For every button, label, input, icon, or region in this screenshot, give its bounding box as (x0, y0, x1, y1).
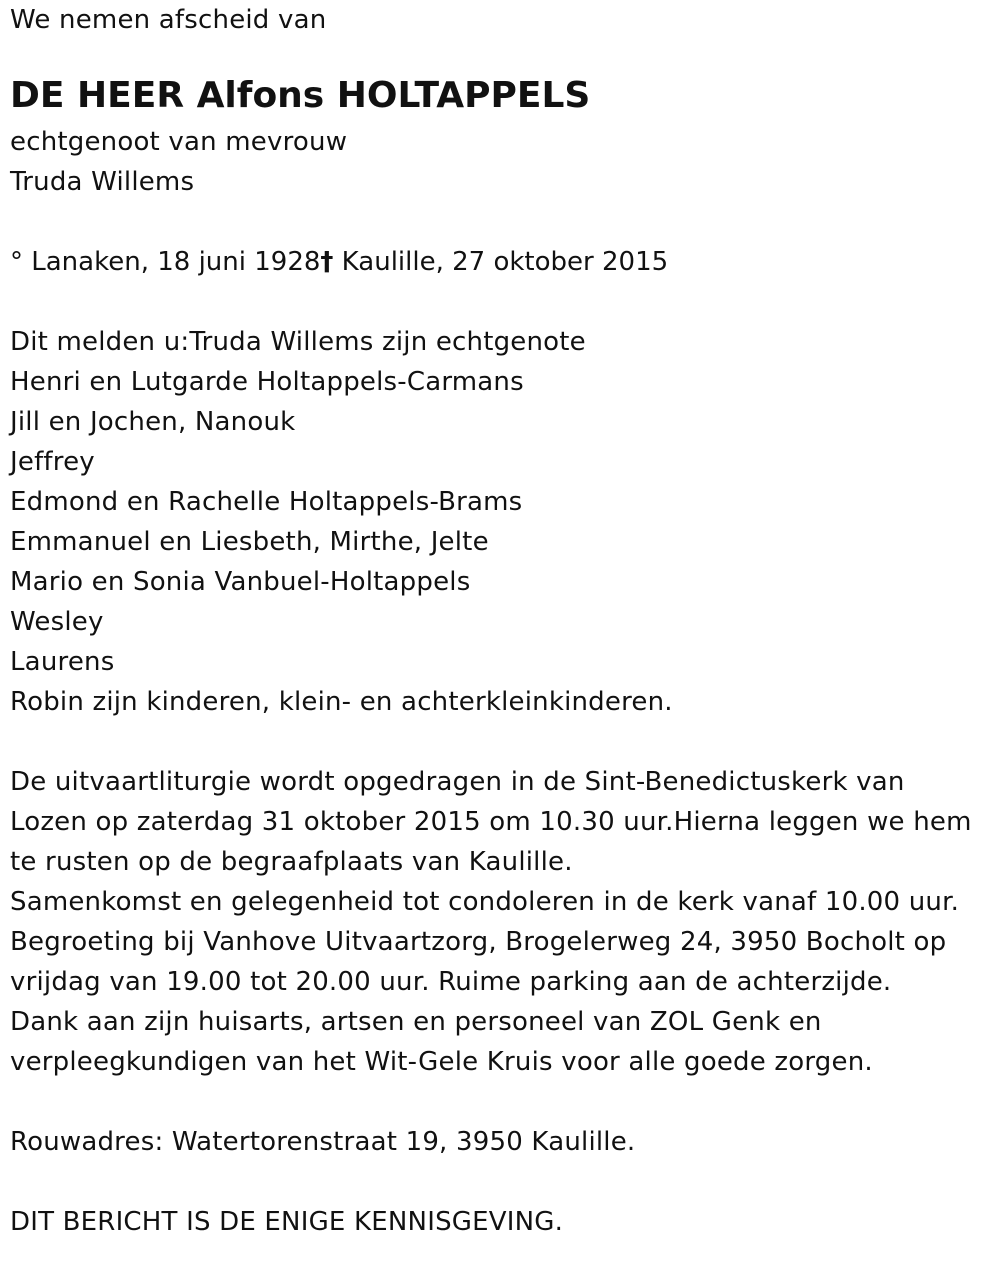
closing-notice: DIT BERICHT IS DE ENIGE KENNISGEVING. (10, 1207, 564, 1237)
intro-text: We nemen afscheid van (10, 5, 327, 35)
mourning-address: Rouwadres: Watertorenstraat 19, 3950 Kaulille. (10, 1127, 636, 1157)
ceremony-details (10, 762, 995, 1082)
ceremony-line: Samenkomst en gelegenheid tot condoleren in de kerk vanaf 10.00 uur. (10, 887, 960, 917)
family-line: Robin zijn kinderen, klein- en achterkleinkinderen. (10, 687, 673, 717)
family-line: Mario en Sonia Vanbuel-Holtappels (10, 567, 471, 597)
death-date: Kaulille, 27 oktober 2015 (333, 247, 669, 277)
spouse-line-2: Truda Willems (10, 167, 195, 197)
cross-icon: † (320, 247, 334, 277)
family-list (10, 322, 995, 722)
spacer (10, 282, 995, 322)
ceremony-line: Lozen op zaterdag 31 oktober 2015 om 10.30 uur.Hierna leggen we hem (10, 807, 972, 837)
family-line: Henri en Lutgarde Holtappels-Carmans (10, 367, 524, 397)
spacer (10, 1082, 995, 1122)
ceremony-line: Dank aan zijn huisarts, artsen en personeel van ZOL Genk en (10, 1007, 822, 1037)
family-line: Wesley (10, 607, 104, 637)
spacer (10, 1162, 995, 1202)
spouse-line-1: echtgenoot van mevrouw (10, 127, 348, 157)
ceremony-line: Begroeting bij Vanhove Uitvaartzorg, Brogelerweg 24, 3950 Bocholt op (10, 927, 947, 957)
spacer (10, 202, 995, 242)
ceremony-line: verpleegkundigen van het Wit-Gele Kruis voor alle goede zorgen. (10, 1047, 873, 1077)
birth-date: ° Lanaken, 18 juni 1928 (10, 247, 321, 277)
ceremony-line: De uitvaartliturgie wordt opgedragen in de Sint-Benedictuskerk van (10, 767, 905, 797)
life-dates (10, 242, 995, 282)
family-line: Jill en Jochen, Nanouk (10, 407, 296, 437)
family-line: Dit melden u:Truda Willems zijn echtgenote (10, 327, 586, 357)
ceremony-line: vrijdag van 19.00 tot 20.00 uur. Ruime parking aan de achterzijde. (10, 967, 892, 997)
family-line: Jeffrey (10, 447, 95, 477)
family-line: Edmond en Rachelle Holtappels-Brams (10, 487, 523, 517)
ceremony-line: te rusten op de begraafplaats van Kaulille. (10, 847, 573, 877)
spacer (10, 722, 995, 762)
family-line: Laurens (10, 647, 115, 677)
family-line: Emmanuel en Liesbeth, Mirthe, Jelte (10, 527, 489, 557)
obituary-notice (10, 0, 995, 1242)
deceased-name: DE HEER Alfons HOLTAPPELS (10, 75, 591, 116)
